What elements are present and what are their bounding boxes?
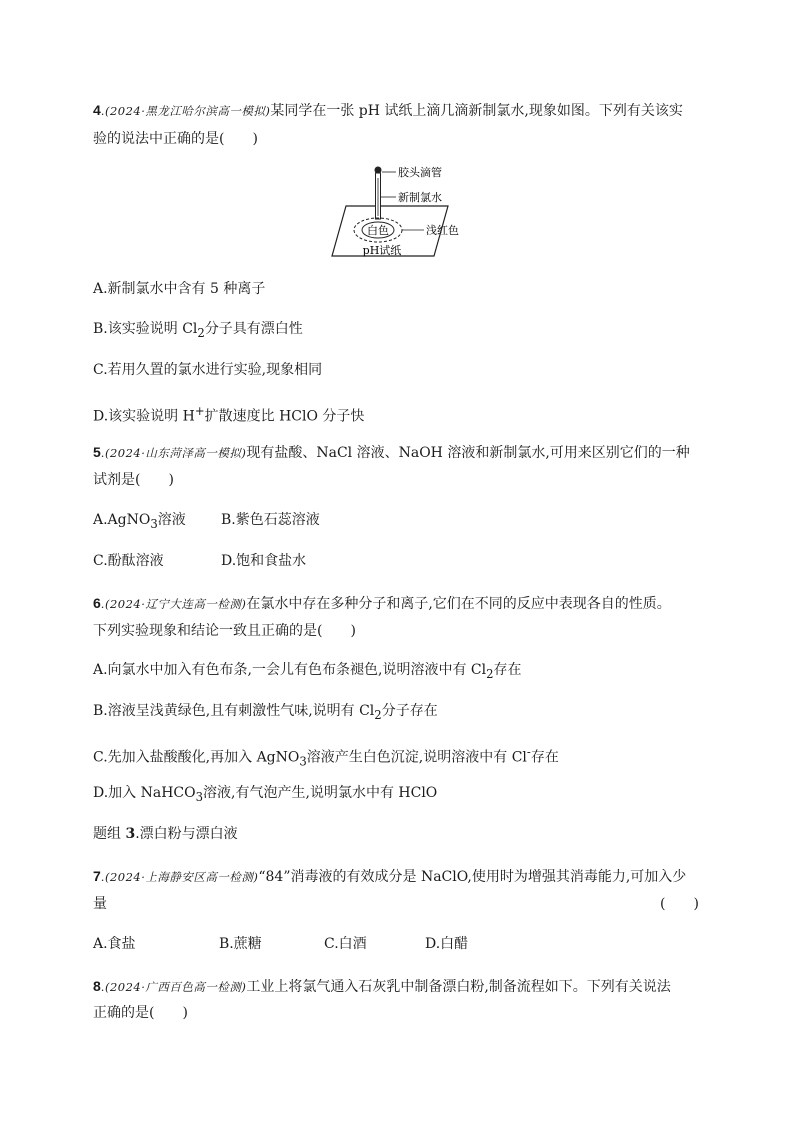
q6-optD-text2: 溶液,有气泡产生,说明氯水中有 HClO — [203, 785, 438, 801]
q4-stem-text1: 某同学在一张 pH 试纸上滴几滴新制氯水,现象如图。下列有关该实 — [270, 103, 683, 119]
q6-stem-line1 — [93, 593, 671, 614]
q7-option-b[interactable]: B.蔗糖 — [219, 936, 262, 952]
q4-source: .(2024·黑龙江哈尔滨高一模拟) — [100, 104, 271, 118]
q4-option-a[interactable]: A.新制氯水中含有 5 种离子 — [93, 281, 266, 297]
q7-stem-text1: “84”消毒液的有效成分是 NaClO,使用时为增强其消毒能力,可加入少 — [258, 869, 687, 885]
q5-optA-sub: 3 — [150, 516, 158, 531]
q6-optB-text: B.溶液呈浅黄绿色,且有刺激性气味,说明有 Cl — [93, 703, 375, 719]
q6-source: .(2024·辽宁大连高一检测) — [100, 597, 247, 611]
q4-optB-sub: 2 — [197, 325, 205, 340]
label-chlorine-water: 新制氯水 — [398, 191, 442, 204]
q4-optD-text: D.该实验说明 H — [93, 408, 195, 425]
ph-paper-figure — [320, 160, 480, 262]
group3-post: .漂白粉与漂白液 — [135, 826, 238, 842]
q6-optC-sup: - — [526, 745, 531, 759]
dropper-bulb-icon — [375, 167, 382, 174]
label-white: 白色 — [367, 224, 389, 237]
q6-option-b[interactable] — [93, 701, 438, 725]
q5-option-c[interactable]: C.酚酞溶液 — [93, 553, 164, 569]
q4-option-d[interactable] — [93, 401, 364, 427]
q4-optD-sup: + — [194, 404, 205, 418]
q7-answer-paren: ( ) — [660, 896, 699, 912]
q4-stem-line1 — [93, 100, 683, 121]
q4-option-c[interactable]: C.若用久置的氯水进行实验,现象相同 — [93, 362, 323, 378]
q6-optB-sub: 2 — [374, 707, 382, 722]
q6-option-a[interactable] — [93, 660, 522, 684]
q7-option-d[interactable]: D.白醋 — [425, 936, 469, 952]
q5-optA-text2: 溶液 — [157, 512, 186, 528]
q6-optC-sub: 3 — [299, 754, 307, 769]
label-pink: 浅红色 — [426, 224, 459, 237]
q6-option-c[interactable] — [93, 742, 559, 771]
group3-num: 3 — [125, 826, 136, 842]
q4-number: 4 — [93, 102, 101, 118]
q5-number: 5 — [93, 444, 101, 460]
q4-optB-text2: 分子具有漂白性 — [204, 321, 303, 337]
q4-stem-line2: 验的说法中正确的是( ) — [93, 131, 258, 147]
label-ph-paper: pH试纸 — [362, 244, 402, 257]
group3-pre: 题组 — [93, 826, 126, 842]
q5-option-d[interactable]: D.饱和食盐水 — [221, 553, 307, 569]
q5-stem-line2: 试剂是( ) — [93, 472, 174, 488]
q6-number: 6 — [93, 595, 101, 611]
group3-heading — [93, 824, 238, 844]
q8-stem-line2: 正确的是( ) — [93, 1005, 188, 1021]
q6-optC-text2: 溶液产生白色沉淀,说明溶液中有 Cl — [306, 749, 527, 766]
q7-options-row — [93, 934, 468, 954]
q4-option-b[interactable] — [93, 319, 303, 343]
q7-number: 7 — [93, 868, 101, 884]
q6-stem-text1: 在氯水中存在多种分子和离子,它们在不同的反应中表现各自的性质。 — [246, 596, 671, 612]
q8-number: 8 — [93, 978, 101, 994]
q6-optD-text: D.加入 NaHCO — [93, 785, 196, 801]
q6-optC-text3: 存在 — [530, 749, 559, 766]
q5-stem-line1 — [93, 442, 690, 463]
q6-optC-text: C.先加入盐酸酸化,再加入 AgNO — [93, 749, 300, 766]
q5-option-a[interactable] — [93, 510, 221, 534]
label-dropper: 胶头滴管 — [398, 166, 442, 179]
q7-option-a[interactable]: A.食盐 — [93, 936, 136, 952]
q6-optA-sub: 2 — [486, 666, 494, 681]
q5-options-row1 — [93, 510, 320, 534]
q6-stem-line2: 下列实验现象和结论一致且正确的是( ) — [93, 623, 356, 639]
q6-optD-sub: 3 — [195, 789, 204, 804]
q5-optA-text: A.AgNO — [93, 512, 151, 528]
q6-optB-text2: 分子存在 — [381, 703, 438, 719]
q7-option-c[interactable]: C.白酒 — [324, 936, 367, 952]
q7-source: .(2024·上海静安区高一检测) — [100, 870, 259, 884]
q5-options-row2 — [93, 551, 306, 571]
q6-option-d[interactable] — [93, 783, 437, 807]
q8-source: .(2024·广西百色高一检测) — [100, 980, 247, 994]
q5-option-b[interactable]: B.紫色石蕊溶液 — [221, 512, 320, 528]
q7-stem-line1 — [93, 866, 686, 887]
q6-optA-text: A.向氯水中加入有色布条,一会儿有色布条褪色,说明溶液中有 Cl — [93, 662, 487, 678]
q5-source: .(2024·山东菏泽高一模拟) — [100, 446, 247, 460]
q4-optB-text: B.该实验说明 Cl — [93, 321, 198, 337]
q8-stem-text1: 工业上将氯气通入石灰乳中制备漂白粉,制备流程如下。下列有关说法 — [246, 979, 671, 995]
q5-stem-text1: 现有盐酸、NaCl 溶液、NaOH 溶液和新制氯水,可用来区别它们的一种 — [246, 445, 690, 461]
q6-optA-text2: 存在 — [493, 662, 522, 678]
q4-optD-text2: 扩散速度比 HClO 分子快 — [204, 408, 365, 425]
q8-stem-line1 — [93, 976, 671, 997]
q7-stem-line2: 量 — [93, 896, 107, 912]
